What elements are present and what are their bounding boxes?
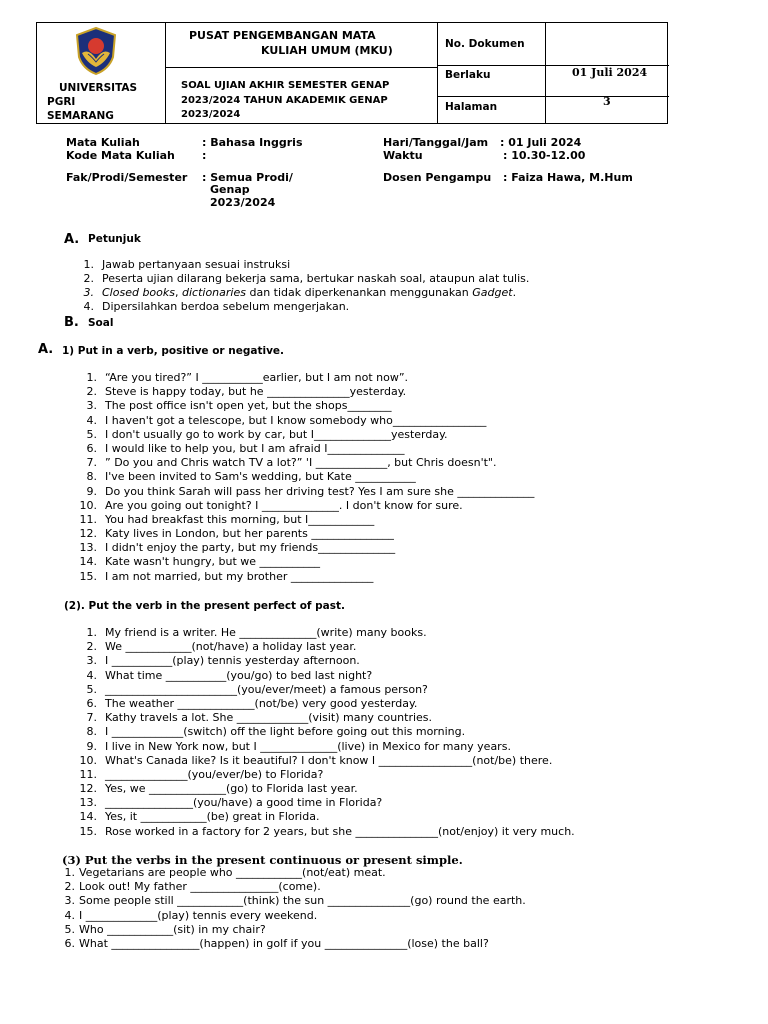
exam-title-line: 2023/2024 TAHUN AKADEMIK GENAP xyxy=(181,95,388,106)
section-3-title: (3) Put the verbs in the present continuous or present simple. xyxy=(62,853,463,867)
header-divider xyxy=(165,23,166,123)
question-text: I didn't enjoy the party, but my friends______________ xyxy=(105,541,396,555)
question-text: I don't usually go to work by car, but I______________yesterday. xyxy=(105,427,448,441)
question-number: 2. xyxy=(86,640,97,654)
question-item xyxy=(70,470,534,484)
header-divider xyxy=(437,23,438,123)
list-item xyxy=(74,300,529,314)
faculty-value-line: Genap xyxy=(210,183,250,196)
course-code-label: Kode Mata Kuliah xyxy=(66,149,175,162)
question-number: 6. xyxy=(64,936,75,950)
question-number: 11. xyxy=(79,512,97,526)
question-item xyxy=(70,456,534,470)
question-text: I ___________(play) tennis yesterday afternoon. xyxy=(105,654,360,668)
question-number: 15. xyxy=(79,569,97,583)
header-divider xyxy=(545,23,546,123)
question-text: I've been invited to Sam's wedding, but Kate ___________ xyxy=(105,470,416,484)
question-text: My friend is a writer. He ______________(write) many books. xyxy=(105,626,427,639)
question-text: Steve is happy today, but he _______________yesterday. xyxy=(105,385,407,399)
question-number: 3. xyxy=(86,654,97,668)
question-text: Kathy travels a lot. She _____________(visit) many countries. xyxy=(105,711,433,725)
item-number: 3. xyxy=(83,286,94,299)
question-number: 4. xyxy=(64,908,75,922)
question-item xyxy=(70,570,534,584)
question-item xyxy=(52,909,526,923)
question-item xyxy=(52,894,526,908)
question-number: 15. xyxy=(79,824,97,838)
question-text: The weather ______________(not/be) very good yesterday. xyxy=(105,696,418,710)
lecturer-value: : Faiza Hawa, M.Hum xyxy=(503,171,633,184)
question-item xyxy=(52,923,526,937)
question-text: Some people still ____________(think) the sun _______________(go) round the earth. xyxy=(79,894,526,908)
question-text: Do you think Sarah will pass her driving test? Yes I am sure she ______________ xyxy=(105,484,535,498)
question-item xyxy=(70,810,575,824)
question-number: 7. xyxy=(86,456,97,470)
section-3-list xyxy=(52,866,526,951)
question-number: 10. xyxy=(79,753,97,767)
question-item xyxy=(70,428,534,442)
question-text: What ________________(happen) in golf if you _______________(lose) the ball? xyxy=(79,936,489,950)
question-item xyxy=(70,541,534,555)
instructions-title: Petunjuk xyxy=(88,233,141,245)
question-number: 6. xyxy=(86,441,97,455)
item-text: . xyxy=(512,286,517,299)
question-item xyxy=(70,697,575,711)
item-text: Dipersilahkan berdoa sebelum mengerjakan. xyxy=(102,300,350,313)
item-number: 4. xyxy=(83,300,94,313)
question-text: Look out! My father ________________(come). xyxy=(79,880,321,894)
section-marker: A. xyxy=(38,342,54,357)
question-number: 5. xyxy=(86,682,97,696)
list-item xyxy=(74,286,529,300)
question-text: ________________________(you/ever/meet) a famous person? xyxy=(105,682,428,696)
question-item xyxy=(70,399,534,413)
question-number: 9. xyxy=(86,739,97,753)
question-text: I live in New York now, but I ______________(live) in Mexico for many years. xyxy=(105,739,511,753)
question-text: ” Do you and Chris watch TV a lot?” 'I _____________, but Chris doesn't". xyxy=(105,456,497,470)
question-number: 1. xyxy=(86,626,97,639)
question-item xyxy=(70,796,575,810)
question-text: Who ____________(sit) in my chair? xyxy=(79,922,266,936)
faculty-value-line: : Semua Prodi/ xyxy=(202,171,293,184)
item-text: , xyxy=(175,286,182,299)
question-item xyxy=(70,499,534,513)
question-item xyxy=(70,654,575,668)
question-number: 4. xyxy=(86,668,97,682)
header-divider xyxy=(165,67,437,68)
question-number: 13. xyxy=(79,541,97,555)
faculty-value-line: 2023/2024 xyxy=(210,196,276,209)
question-text: I am not married, but my brother _______________ xyxy=(105,569,374,583)
section-1-title: 1) Put in a verb, positive or negative. xyxy=(62,345,285,357)
item-text: Gadget xyxy=(472,286,513,299)
university-name-line: UNIVERSITAS xyxy=(59,82,138,94)
question-item xyxy=(70,768,575,782)
question-item xyxy=(70,711,575,725)
question-item xyxy=(70,725,575,739)
list-item xyxy=(74,272,529,286)
question-text: Yes, it ____________(be) great in Florida. xyxy=(105,810,320,824)
section-1-list xyxy=(70,371,534,584)
berlaku-label: Berlaku xyxy=(445,69,491,81)
question-item xyxy=(52,880,526,894)
question-item xyxy=(70,740,575,754)
question-item xyxy=(70,385,534,399)
question-number: 3. xyxy=(86,399,97,413)
question-item xyxy=(52,866,526,880)
item-text: dictionaries xyxy=(182,286,246,299)
question-text: Vegetarians are people who ____________(not/eat) meat. xyxy=(79,866,386,879)
question-item xyxy=(70,754,575,768)
time-label: Waktu xyxy=(383,149,423,162)
section-marker: B. xyxy=(64,315,79,330)
question-item xyxy=(70,683,575,697)
day-date-label: Hari/Tanggal/Jam xyxy=(383,136,489,149)
question-text: The post office isn't open yet, but the shops________ xyxy=(105,399,392,413)
university-logo xyxy=(71,26,121,76)
exam-title-line: 2023/2024 xyxy=(181,109,241,120)
question-text: I would like to help you, but I am afraid I______________ xyxy=(105,441,405,455)
question-item xyxy=(70,825,575,839)
question-text: ________________(you/have) a good time in Florida? xyxy=(105,796,383,810)
question-item xyxy=(70,555,534,569)
course-label: Mata Kuliah xyxy=(66,136,140,149)
question-number: 1. xyxy=(64,866,75,879)
center-title-line: KULIAH UMUM (MKU) xyxy=(261,44,393,57)
questions-heading: Soal xyxy=(88,317,114,329)
item-number: 2. xyxy=(83,272,94,285)
question-text: I _____________(play) tennis every weekend. xyxy=(79,908,318,922)
exam-title-line: SOAL UJIAN AKHIR SEMESTER GENAP xyxy=(181,80,390,91)
question-text: We ____________(not/have) a holiday last year. xyxy=(105,640,357,654)
question-item xyxy=(70,782,575,796)
question-number: 2. xyxy=(64,880,75,894)
question-item xyxy=(70,414,534,428)
question-text: You had breakfast this morning, but I____________ xyxy=(105,512,375,526)
question-item xyxy=(70,527,534,541)
document-header-table xyxy=(36,22,668,124)
center-title-line: PUSAT PENGEMBANGAN MATA xyxy=(189,29,376,42)
item-text: dan tidak diperkenankan menggunakan xyxy=(245,286,473,299)
item-text: Closed books xyxy=(102,286,175,299)
halaman-label: Halaman xyxy=(445,101,498,113)
question-number: 12. xyxy=(79,782,97,796)
question-number: 8. xyxy=(86,725,97,739)
question-number: 14. xyxy=(79,810,97,824)
item-text: Peserta ujian dilarang bekerja sama, bertukar naskah soal, ataupun alat tulis. xyxy=(102,272,530,285)
question-text: Are you going out tonight? I ______________. I don't know for sure. xyxy=(105,498,463,512)
question-text: Kate wasn't hungry, but we ___________ xyxy=(105,555,321,569)
berlaku-value: 01 Juli 2024 xyxy=(572,66,648,79)
course-value: : Bahasa Inggris xyxy=(202,136,303,149)
question-number: 4. xyxy=(86,413,97,427)
question-item xyxy=(70,513,534,527)
question-number: 6. xyxy=(86,696,97,710)
item-text: Jawab pertanyaan sesuai instruksi xyxy=(102,258,291,271)
question-number: 8. xyxy=(86,470,97,484)
halaman-value: 3 xyxy=(603,95,611,108)
question-number: 1. xyxy=(86,371,97,384)
day-date-value: : 01 Juli 2024 xyxy=(500,136,582,149)
section-2-list xyxy=(70,626,575,839)
question-number: 13. xyxy=(79,796,97,810)
faculty-label: Fak/Prodi/Semester xyxy=(66,171,188,184)
question-item xyxy=(70,371,534,385)
question-item xyxy=(70,640,575,654)
section-marker: A. xyxy=(64,232,80,247)
question-number: 9. xyxy=(86,484,97,498)
question-number: 7. xyxy=(86,711,97,725)
university-name-line: SEMARANG xyxy=(47,110,114,122)
question-number: 11. xyxy=(79,767,97,781)
question-text: Rose worked in a factory for 2 years, but she _______________(not/enjoy) it very much. xyxy=(105,824,575,838)
question-item xyxy=(70,442,534,456)
question-text: Yes, we ______________(go) to Florida last year. xyxy=(105,782,358,796)
question-number: 3. xyxy=(64,894,75,908)
question-text: What's Canada like? Is it beautiful? I don't know I _________________(not/be) there. xyxy=(105,753,553,767)
header-divider xyxy=(437,96,669,97)
question-number: 2. xyxy=(86,385,97,399)
university-name-line: PGRI xyxy=(47,96,76,108)
question-text: _______________(you/ever/be) to Florida? xyxy=(105,767,324,781)
instructions-list xyxy=(74,258,529,314)
doc-number-label: No. Dokumen xyxy=(445,38,525,50)
question-text: What time ___________(you/go) to bed last night? xyxy=(105,668,373,682)
question-number: 5. xyxy=(86,427,97,441)
question-item xyxy=(52,937,526,951)
question-number: 5. xyxy=(64,922,75,936)
question-item xyxy=(70,485,534,499)
question-text: I _____________(switch) off the light before going out this morning. xyxy=(105,725,466,739)
question-text: I haven't got a telescope, but I know somebody who_________________ xyxy=(105,413,487,427)
question-number: 14. xyxy=(79,555,97,569)
section-2-title: (2). Put the verb in the present perfect of past. xyxy=(64,600,346,612)
time-value: : 10.30-12.00 xyxy=(503,149,586,162)
item-number: 1. xyxy=(83,258,94,271)
question-text: Katy lives in London, but her parents _______________ xyxy=(105,527,394,541)
question-text: “Are you tired?” I ___________earlier, but I am not now”. xyxy=(105,371,409,384)
question-number: 12. xyxy=(79,527,97,541)
question-item xyxy=(70,669,575,683)
list-item xyxy=(74,258,529,272)
question-number: 10. xyxy=(79,498,97,512)
course-code-value: : xyxy=(202,149,207,162)
lecturer-label: Dosen Pengampu xyxy=(383,171,492,184)
question-item xyxy=(70,626,575,640)
